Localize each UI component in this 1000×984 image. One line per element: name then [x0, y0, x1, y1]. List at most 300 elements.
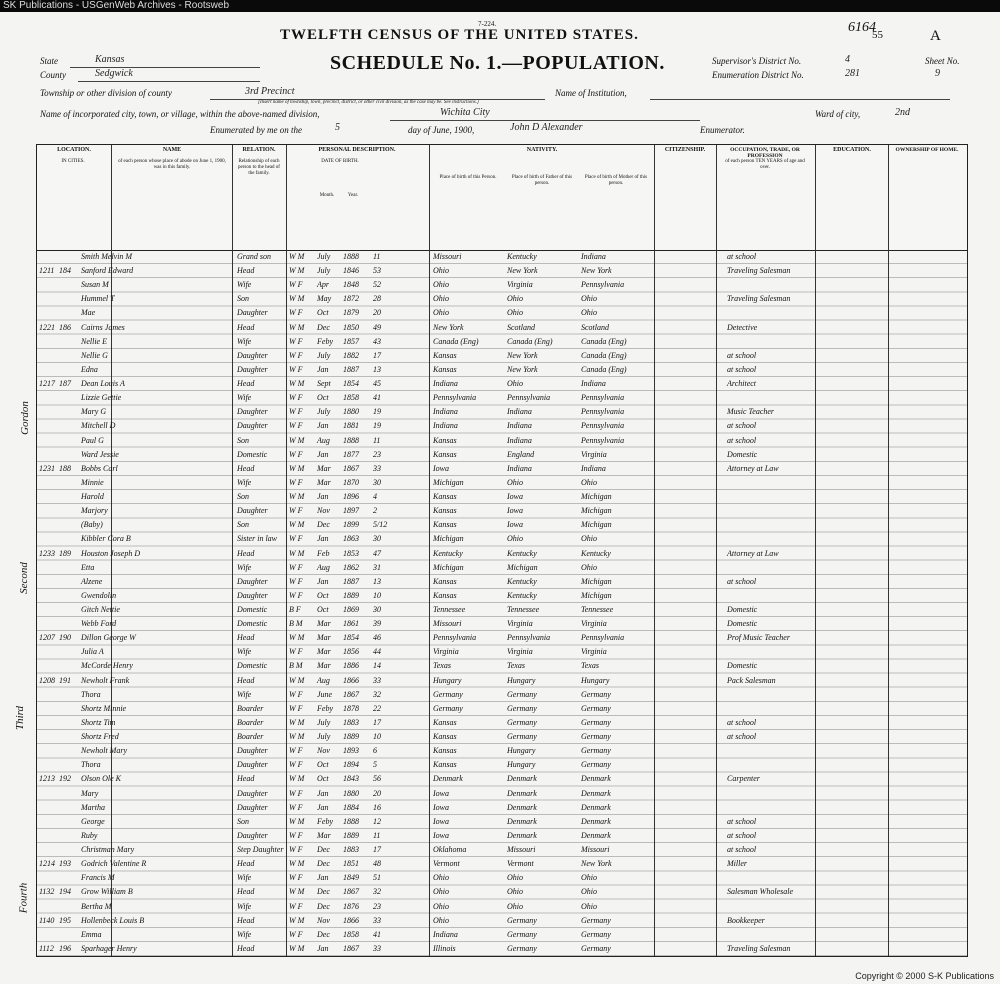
cell-name: McCorde Henry [81, 661, 133, 671]
cell-yr: 1851 [343, 859, 359, 869]
cell-name: Bobbs Carl [81, 463, 118, 473]
relation-header: RELATION. [242, 147, 276, 153]
cell-yr: 1846 [343, 266, 359, 276]
table-row [37, 801, 967, 815]
cell-fam: 195 [59, 915, 71, 925]
cell-rel: Head [237, 266, 255, 276]
cell-rel: Daughter [237, 746, 268, 756]
cell-father: Kentucky [507, 590, 537, 600]
cell-rel: Daughter [237, 576, 268, 586]
cell-age: 44 [373, 647, 381, 657]
table-row [37, 829, 967, 843]
cell-born: Texas [433, 661, 451, 671]
cell-name: Emma [81, 929, 102, 939]
cell-rel: Daughter [237, 364, 268, 374]
column-header [36, 144, 968, 251]
cell-rel: Daughter [237, 421, 268, 431]
cell-born: Indiana [433, 407, 458, 417]
city-label: Name of incorporated city, town, or village, within the above-named division, [40, 109, 320, 119]
table-row [37, 744, 967, 758]
cell-mon: Aug [317, 435, 330, 445]
nativity-header: NATIVITY. [526, 147, 558, 153]
cell-yr: 1882 [343, 350, 359, 360]
cell-born: Pennsylvania [433, 633, 477, 643]
cell-rel: Wife [237, 393, 252, 403]
cell-occ: Carpenter [727, 774, 760, 784]
cell-sex: W M [289, 463, 305, 473]
cell-mother: Ohio [581, 534, 597, 544]
cell-mother: Texas [581, 661, 599, 671]
cell-sex: W F [289, 421, 303, 431]
cell-rel: Daughter [237, 506, 268, 516]
cell-born: Kansas [433, 717, 457, 727]
cell-mother: Germany [581, 689, 611, 699]
cell-yr: 1889 [343, 590, 359, 600]
cell-age: 43 [373, 336, 381, 346]
cell-name: Shortz Fred [81, 732, 119, 742]
cell-father: Ohio [507, 379, 523, 389]
cell-mother: Indiana [581, 252, 606, 261]
cell-rel: Daughter [237, 830, 268, 840]
cell-born: Kansas [433, 732, 457, 742]
sheet-letter: A [930, 28, 941, 44]
cell-mother: Michigan [581, 506, 612, 516]
cell-father: Tennessee [507, 605, 540, 614]
cell-mon: July [317, 732, 331, 742]
cell-sex: W F [289, 873, 303, 883]
cell-born: Iowa [433, 802, 449, 812]
cell-rel: Boarder [237, 732, 264, 742]
enumerated-date: day of June, 1900, [408, 125, 475, 135]
ward-value: 2nd [895, 107, 910, 118]
cell-born: Iowa [433, 816, 449, 826]
table-row [37, 405, 967, 419]
sheet-label: Sheet No. [925, 56, 960, 66]
cell-sex: W F [289, 506, 303, 516]
cell-born: Ohio [433, 901, 449, 911]
cell-mother: New York [581, 859, 612, 869]
cell-father: Ohio [507, 873, 523, 883]
cell-mother: Michigan [581, 576, 612, 586]
cell-age: 5 [373, 760, 377, 770]
table-row [37, 758, 967, 772]
cell-mon: Oct [317, 760, 329, 770]
cell-house: 1132 [39, 887, 55, 897]
cell-mother: Indiana [581, 463, 606, 473]
enumerator-label: Enumerator. [700, 125, 745, 135]
ward-side-label-2: Second [17, 562, 30, 594]
township-label: Township or other division of county [40, 88, 172, 98]
cell-mon: Nov [317, 915, 330, 925]
cell-born: Germany [433, 703, 463, 713]
cell-age: 17 [373, 717, 381, 727]
institution-label: Name of Institution, [555, 88, 627, 98]
cell-house: 1112 [39, 943, 54, 953]
cell-rel: Son [237, 435, 249, 445]
cell-occ: at school [727, 830, 757, 840]
cell-name: Sanford Edward [81, 266, 134, 276]
table-row [37, 730, 967, 744]
cell-born: Kansas [433, 590, 457, 600]
cell-father: Ohio [507, 294, 523, 304]
table-row [37, 292, 967, 306]
cell-yr: 1887 [343, 364, 359, 374]
cell-mother: Denmark [581, 816, 611, 826]
cell-father: Germany [507, 929, 537, 939]
cell-rel: Son [237, 816, 249, 826]
table-row [37, 942, 967, 956]
cell-fam: 191 [59, 675, 71, 685]
cell-age: 30 [373, 477, 381, 487]
cell-sex: W F [289, 901, 303, 911]
cell-rel: Daughter [237, 350, 268, 360]
census-title: TWELFTH CENSUS OF THE UNITED STATES. [280, 27, 639, 43]
cell-house: 1217 [39, 379, 55, 389]
cell-mon: Feb [317, 548, 330, 558]
cell-fam: 189 [59, 548, 71, 558]
cell-house: 1214 [39, 859, 55, 869]
page-number: 55 [872, 29, 883, 41]
cell-born: Ohio [433, 294, 449, 304]
cell-name: Sparhager Henry [81, 943, 137, 953]
cell-father: Ohio [507, 901, 523, 911]
cell-mon: Mar [317, 830, 331, 840]
table-row [37, 349, 967, 363]
cell-age: 20 [373, 308, 381, 318]
cell-rel: Sister in law [237, 534, 278, 544]
cell-rel: Head [237, 633, 255, 643]
table-row [37, 702, 967, 716]
cell-age: 2 [373, 506, 377, 516]
cell-yr: 1869 [343, 605, 359, 614]
cell-occ: at school [727, 717, 757, 727]
cell-fam: 192 [59, 774, 71, 784]
cell-age: 33 [373, 943, 381, 953]
cell-age: 51 [373, 873, 381, 883]
cell-yr: 1888 [343, 252, 359, 261]
copyright-notice: Copyright © 2000 S-K Publications [855, 971, 994, 981]
name-description: of each person whose place of abode on June 1, 1900, was in this family. [118, 159, 226, 170]
occupation-header: OCCUPATION, TRADE, OR PROFESSION [730, 147, 800, 159]
cell-sex: W F [289, 760, 303, 770]
cell-name: Houston Joseph D [81, 548, 141, 558]
dob-header: DATE OF BIRTH. [321, 159, 359, 164]
cell-mon: Mar [317, 633, 331, 643]
cell-occ: Music Teacher [727, 407, 775, 417]
cell-mother: Ohio [581, 901, 597, 911]
cell-age: 14 [373, 661, 381, 671]
cell-father: Germany [507, 717, 537, 727]
sheet-stamp: 6164 [848, 20, 876, 35]
cell-mother: Ohio [581, 294, 597, 304]
cell-age: 30 [373, 605, 381, 614]
cell-rel: Domestic [237, 661, 268, 671]
cell-rel: Head [237, 463, 255, 473]
cell-name: Harold [81, 492, 104, 502]
month-header: Month. [319, 193, 335, 198]
form-number: 7-224. [478, 20, 497, 28]
cell-sex: W M [289, 435, 305, 445]
cell-name: Mae [81, 308, 96, 318]
cell-rel: Head [237, 675, 255, 685]
cell-yr: 1850 [343, 322, 359, 332]
table-row [37, 815, 967, 829]
cell-name: Bertha M [81, 901, 112, 911]
cell-father: Iowa [507, 492, 523, 502]
table-row [37, 306, 967, 320]
cell-yr: 1843 [343, 774, 359, 784]
census-grid [36, 250, 968, 957]
cell-age: 31 [373, 562, 381, 572]
cell-born: Ohio [433, 915, 449, 925]
cell-sex: W M [289, 266, 305, 276]
cell-born: Ohio [433, 280, 449, 290]
cell-mother: Michigan [581, 590, 612, 600]
cell-yr: 1867 [343, 943, 359, 953]
cell-mother: Denmark [581, 788, 611, 798]
personal-header: PERSONAL DESCRIPTION. [318, 147, 396, 153]
table-row [37, 462, 967, 476]
cell-yr: 1854 [343, 633, 359, 643]
cell-mon: Mar [317, 619, 331, 629]
cell-yr: 1887 [343, 576, 359, 586]
cell-father: Indiana [507, 407, 532, 417]
table-row [37, 787, 967, 801]
cell-rel: Daughter [237, 590, 268, 600]
cell-occ: at school [727, 576, 757, 586]
cell-mother: Ohio [581, 308, 597, 318]
cell-yr: 1858 [343, 929, 359, 939]
cell-rel: Son [237, 492, 249, 502]
cell-sex: W M [289, 252, 305, 261]
cell-rel: Domestic [237, 605, 268, 614]
cell-mother: Germany [581, 746, 611, 756]
relation-description: Relationship of each person to the head of the family. [238, 159, 280, 176]
table-row [37, 645, 967, 659]
cell-name: Hummel T [81, 294, 115, 304]
cell-born: Ohio [433, 266, 449, 276]
cell-yr: 1862 [343, 562, 359, 572]
cell-age: 30 [373, 534, 381, 544]
cell-occ: Domestic [727, 661, 758, 671]
cell-sex: W M [289, 675, 305, 685]
cell-occ: Traveling Salesman [727, 943, 791, 953]
supervisor-label: Supervisor's District No. [712, 56, 802, 66]
cell-age: 17 [373, 845, 381, 855]
cell-yr: 1897 [343, 506, 359, 516]
table-row [37, 377, 967, 391]
table-row [37, 532, 967, 546]
cell-rel: Head [237, 915, 255, 925]
cell-rel: Boarder [237, 703, 264, 713]
cell-occ: at school [727, 435, 757, 445]
cell-sex: W F [289, 336, 303, 346]
name-header: NAME [162, 147, 182, 153]
cell-mother: New York [581, 266, 612, 276]
cell-mon: Aug [317, 675, 330, 685]
cell-age: 56 [373, 774, 381, 784]
cell-name: Kibbler Cora B [81, 534, 131, 544]
cell-rel: Wife [237, 647, 252, 657]
cell-born: Kansas [433, 520, 457, 530]
cell-yr: 1867 [343, 689, 359, 699]
cell-father: England [507, 449, 535, 459]
cell-sex: B F [289, 605, 301, 614]
cell-name: Marjory [81, 506, 108, 516]
cell-mon: Mar [317, 647, 331, 657]
cell-sex: W M [289, 774, 305, 784]
cell-yr: 1857 [343, 336, 359, 346]
cell-yr: 1884 [343, 802, 359, 812]
table-row [37, 857, 967, 871]
cell-occ: Domestic [727, 619, 758, 629]
cell-mother: Ohio [581, 873, 597, 883]
cell-sex: W M [289, 859, 305, 869]
cell-yr: 1878 [343, 703, 359, 713]
cell-mon: Dec [317, 322, 330, 332]
ward-label: Ward of city, [815, 109, 861, 119]
cell-father: Pennsylvania [507, 633, 551, 643]
cell-name: Mary [81, 788, 99, 798]
cell-yr: 1880 [343, 788, 359, 798]
cell-father: Denmark [507, 802, 537, 812]
cell-occ: Attorney at Law [727, 463, 779, 473]
cell-age: 49 [373, 322, 381, 332]
sheet-value: 9 [935, 68, 940, 79]
table-row [37, 391, 967, 405]
cell-occ: at school [727, 845, 757, 855]
cell-sex: W F [289, 647, 303, 657]
cell-father: Germany [507, 703, 537, 713]
cell-age: 48 [373, 859, 381, 869]
table-row [37, 434, 967, 448]
cell-sex: W M [289, 732, 305, 742]
cell-yr: 1866 [343, 915, 359, 925]
cell-age: 32 [373, 887, 381, 897]
cell-mother: Virginia [581, 619, 607, 629]
cell-born: Indiana [433, 421, 458, 431]
cell-occ: Prof Music Teacher [727, 633, 790, 643]
cell-born: Denmark [433, 774, 463, 784]
cell-name: Ruby [81, 830, 98, 840]
cell-name: Dean Louis A [81, 379, 125, 389]
cell-name: Mary G [81, 407, 107, 417]
cell-mother: Virginia [581, 647, 607, 657]
cell-born: Iowa [433, 830, 449, 840]
cell-age: 17 [373, 350, 381, 360]
cell-father: Denmark [507, 774, 537, 784]
cell-father: Iowa [507, 520, 523, 530]
cell-sex: W M [289, 492, 305, 502]
cell-rel: Domestic [237, 619, 268, 629]
cell-mother: Germany [581, 929, 611, 939]
cell-age: 22 [373, 703, 381, 713]
cell-mother: Denmark [581, 830, 611, 840]
cell-born: Iowa [433, 788, 449, 798]
cell-rel: Daughter [237, 407, 268, 417]
cell-mon: Jan [317, 421, 329, 431]
cell-mon: Jan [317, 943, 329, 953]
table-row [37, 504, 967, 518]
cell-yr: 1893 [343, 746, 359, 756]
cell-father: Michigan [507, 562, 538, 572]
cell-yr: 1899 [343, 520, 359, 530]
cell-born: Michigan [433, 534, 464, 544]
citizenship-header: CITIZENSHIP. [664, 147, 706, 153]
cell-sex: W F [289, 929, 303, 939]
cell-father: Indiana [507, 435, 532, 445]
occupation-description: of each person TEN YEARS of age and over. [725, 159, 805, 170]
cell-mon: Oct [317, 605, 329, 614]
cell-name: Christman Mary [81, 845, 135, 855]
cell-mother: Pennsylvania [581, 633, 625, 643]
cell-rel: Wife [237, 873, 252, 883]
cell-name: Cairns James [81, 322, 125, 332]
cell-age: 10 [373, 590, 381, 600]
cell-mon: Dec [317, 859, 330, 869]
enumeration-label: Enumeration District No. [712, 70, 804, 80]
cell-fam: 184 [59, 266, 71, 276]
cell-mon: Nov [317, 506, 330, 516]
cell-rel: Wife [237, 929, 252, 939]
table-row [37, 250, 967, 264]
cell-age: 45 [373, 379, 381, 389]
cell-father: Denmark [507, 830, 537, 840]
cell-age: 28 [373, 294, 381, 304]
cell-name: Gwendolin [81, 590, 117, 600]
cell-house: 1140 [39, 915, 55, 925]
cell-yr: 1867 [343, 887, 359, 897]
cell-mon: May [317, 294, 332, 304]
schedule-title: SCHEDULE No. 1.—POPULATION. [330, 52, 665, 74]
cell-name: Etta [81, 562, 95, 572]
cell-sex: W M [289, 943, 305, 953]
table-row [37, 772, 967, 786]
cell-name: Webb Ford [81, 619, 117, 629]
cell-mother: Germany [581, 915, 611, 925]
cell-father: Hungary [507, 675, 536, 685]
cell-age: 23 [373, 449, 381, 459]
cell-born: Kansas [433, 350, 457, 360]
cell-father: Germany [507, 943, 537, 953]
cell-mon: Dec [317, 520, 330, 530]
cell-age: 39 [373, 619, 381, 629]
cell-occ: at school [727, 816, 757, 826]
cell-yr: 1896 [343, 492, 359, 502]
cell-sex: W F [289, 576, 303, 586]
cell-mother: Ohio [581, 562, 597, 572]
table-row [37, 914, 967, 928]
cell-occ: Pack Salesman [727, 675, 776, 685]
cell-mother: Germany [581, 703, 611, 713]
table-row [37, 547, 967, 561]
cell-age: 10 [373, 732, 381, 742]
birth-father-header: Place of birth of Father of this person. [511, 175, 573, 186]
table-row [37, 631, 967, 645]
cell-yr: 1870 [343, 477, 359, 487]
cell-father: Virginia [507, 647, 533, 657]
cell-born: Germany [433, 689, 463, 699]
cell-name: Julia A [81, 647, 104, 657]
ward-side-label-1: Gordon [18, 401, 31, 435]
cell-mon: Feby [317, 703, 333, 713]
in-cities-header: IN CITIES. [61, 159, 85, 164]
county-label: County [40, 70, 66, 80]
cell-father: Ohio [507, 887, 523, 897]
cell-age: 33 [373, 463, 381, 473]
cell-sex: W M [289, 915, 305, 925]
cell-sex: W F [289, 845, 303, 855]
